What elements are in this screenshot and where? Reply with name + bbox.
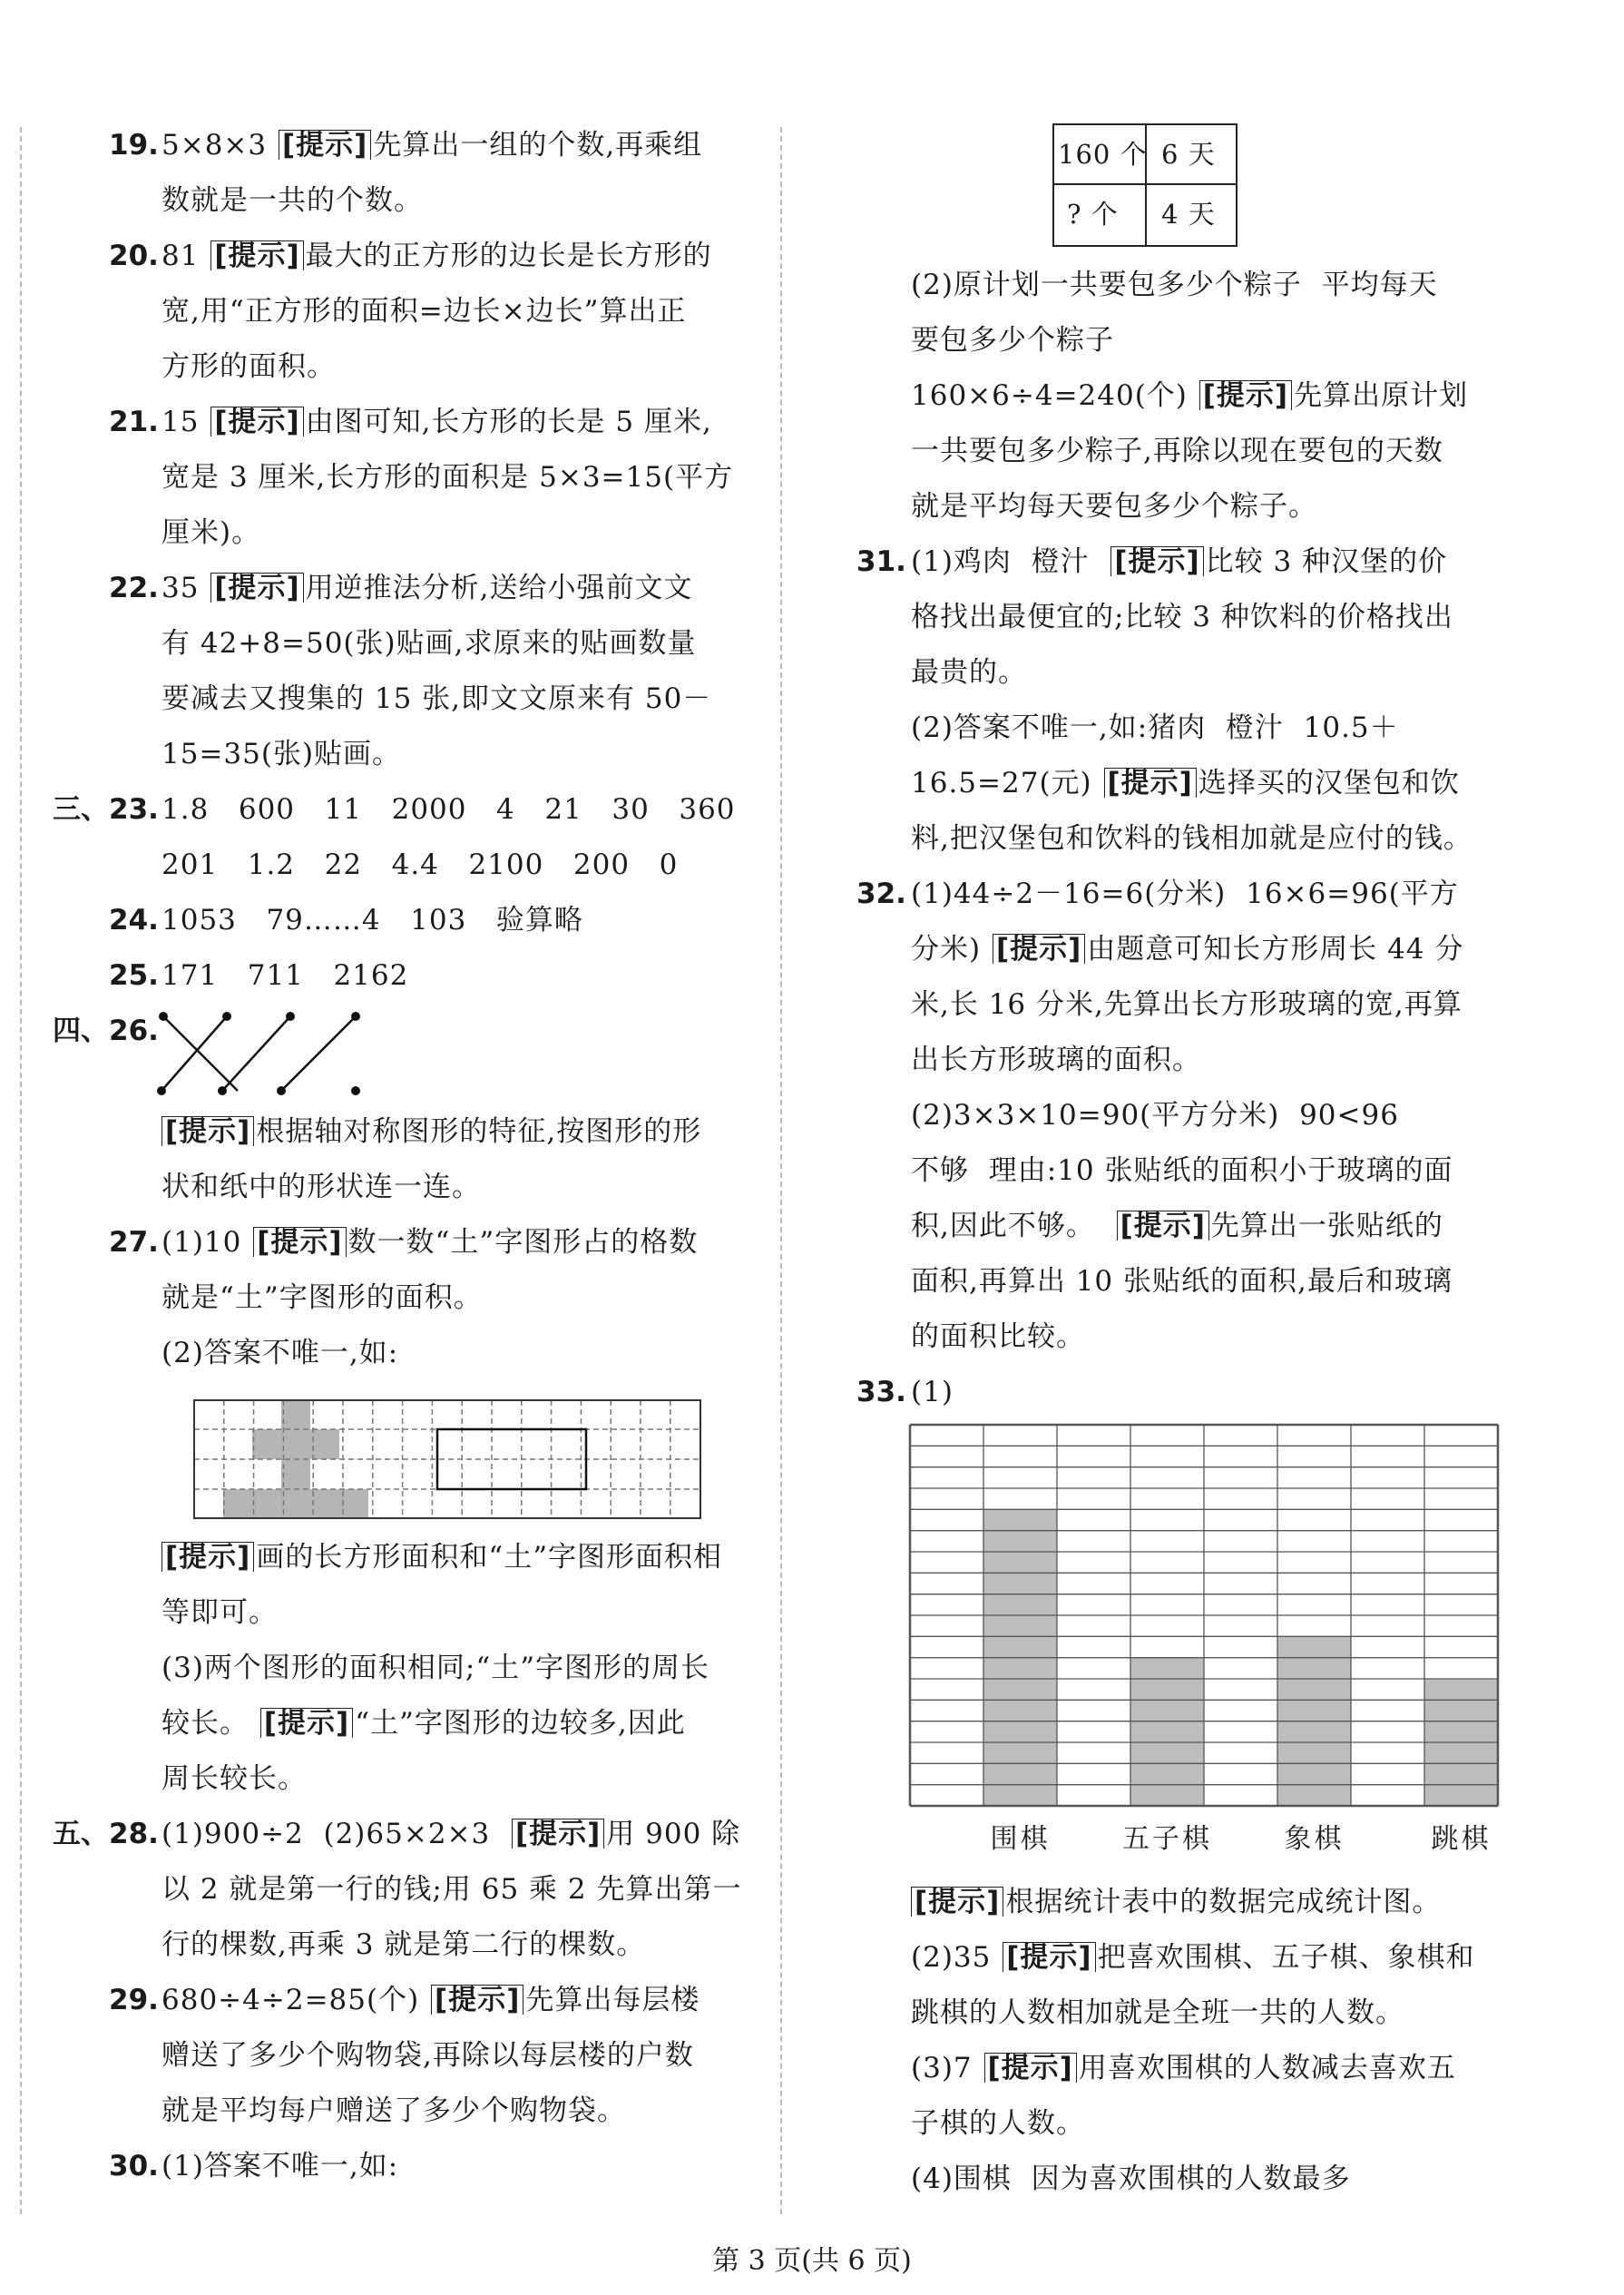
hint-tag: [提示]: [210, 573, 303, 603]
answer-line: (3)两个图形的面积相同;“土”字图形的周长: [161, 1652, 710, 1684]
answer-line: (2)原计划一共要包多少个粽子 平均每天: [911, 269, 1438, 301]
answer-line: 宽是 3 厘米,长方形的面积是 5×3=15(平方: [161, 461, 734, 494]
answer-line: 5×8×3 [提示] 先算出一组的个数,再乘组: [161, 129, 703, 162]
answer-line: 680÷4÷2=85(个) [提示] 先算出每层楼: [161, 1984, 700, 2016]
answer-line: 积,因此不够。 [提示] 先算出一张贴纸的: [911, 1210, 1443, 1242]
question-number: 21.: [109, 406, 159, 438]
table-cell: 160 个: [1058, 139, 1148, 170]
answer-line: 分米) [提示] 由题意可知长方形周长 44 分: [911, 933, 1464, 966]
answer-line: 有 42+8=50(张)贴画,求原来的贴画数量: [161, 627, 697, 660]
table-cell: 4 天: [1161, 199, 1216, 230]
answer-line: (1)10 [提示] 数一数“土”字图形占的格数: [161, 1226, 699, 1259]
question-number: 五、28.: [53, 1818, 159, 1850]
table-cell: 6 天: [1161, 139, 1216, 170]
hint-tag: [提示]: [1003, 1942, 1095, 1972]
answer-line: 格找出最便宜的;比较 3 种饮料的价格找出: [911, 601, 1453, 633]
hint-tag: [提示]: [1199, 380, 1292, 410]
question-number: 25.: [109, 959, 159, 992]
answer-line: 要包多少个粽子: [911, 324, 1114, 357]
hint-tag: [提示]: [161, 1116, 254, 1146]
answer-line: 要减去又搜集的 15 张,即文文原来有 50－: [161, 682, 712, 715]
hint-tag: [提示]: [911, 1887, 1003, 1917]
question-number: 20.: [109, 240, 159, 272]
hint-tag: [提示]: [512, 1819, 604, 1849]
matching-lines-figure: [154, 1007, 372, 1103]
answer-line: (2)答案不唯一,如:: [161, 1337, 399, 1369]
answer-line: 料,把汉堡包和饮料的钱相加就是应付的钱。: [911, 822, 1472, 855]
answer-line: (1)鸡肉 橙汁 [提示] 比较 3 种汉堡的价: [911, 545, 1448, 578]
table-cell: ? 个: [1067, 199, 1119, 230]
question-number: 32.: [856, 878, 906, 910]
x-tick-label: 象棋: [1284, 1823, 1345, 1855]
answer-line: (1)答案不唯一,如:: [161, 2150, 399, 2182]
answer-line: 较长。 [提示] “土”字图形的边较多,因此: [161, 1707, 686, 1740]
hint-tag: [提示]: [1117, 1211, 1209, 1241]
answer-line: 数就是一共的个数。: [161, 184, 423, 217]
answer-line: [提示] 根据统计表中的数据完成统计图。: [911, 1884, 1441, 1920]
answer-line: 1.8 600 11 2000 4 21 30 360: [161, 793, 736, 826]
question-number: 33.: [856, 1376, 906, 1408]
answer-line: 赠送了多少个购物袋,再除以每层楼的户数: [161, 2039, 694, 2072]
x-tick-label: 五子棋: [1122, 1823, 1212, 1855]
answer-line: (1)44÷2－16=6(分米) 16×6=96(平方: [911, 878, 1459, 910]
answer-line: 面积,再算出 10 张贴纸的面积,最后和玻璃: [911, 1265, 1453, 1298]
answer-line: 子棋的人数。: [911, 2107, 1085, 2140]
answer-line: 最贵的。: [911, 656, 1027, 689]
answer-line: 米,长 16 分米,先算出长方形玻璃的宽,再算: [911, 988, 1463, 1021]
answer-line: 周长较长。: [161, 1762, 307, 1795]
answer-line: 就是平均每户赠送了多少个购物袋。: [161, 2094, 626, 2127]
hint-tag: [提示]: [1104, 768, 1197, 798]
column-divider-center: [780, 127, 782, 2214]
answer-line: 160×6÷4=240(个) [提示] 先算出原计划: [911, 379, 1469, 412]
answer-line: (2)35 [提示] 把喜欢围棋、五子棋、象棋和: [911, 1941, 1475, 1974]
question-number: 30.: [109, 2150, 159, 2182]
answer-line: 不够 理由:10 张贴纸的面积小于玻璃的面: [911, 1154, 1453, 1187]
question-number: 三、23.: [53, 793, 159, 826]
bar-五子棋: [1130, 1658, 1204, 1806]
question-number: 22.: [109, 572, 159, 604]
hint-tag: [提示]: [279, 130, 371, 160]
hint-tag: [提示]: [260, 1708, 353, 1738]
answer-line: (1)900÷2 (2)65×2×3 [提示] 用 900 除: [161, 1818, 741, 1850]
answer-line: 16.5=27(元) [提示] 选择买的汉堡包和饮: [911, 767, 1460, 799]
question-number: 27.: [109, 1226, 159, 1259]
answer-line: 就是“土”字图形的面积。: [161, 1281, 483, 1314]
answer-line: 出长方形玻璃的面积。: [911, 1044, 1201, 1076]
answer-line: 15 [提示] 由图可知,长方形的长是 5 厘米,: [161, 406, 712, 438]
answer-line: (3)7 [提示] 用喜欢围棋的人数减去喜欢五: [911, 2052, 1456, 2084]
column-divider-left: [20, 127, 22, 2214]
answer-line: 171 711 2162: [161, 959, 409, 992]
answer-line: 以 2 就是第一行的钱;用 65 乘 2 先算出第一: [161, 1873, 742, 1906]
x-tick-label: 围棋: [990, 1823, 1051, 1855]
answer-line: (2)答案不唯一,如:猪肉 橙汁 10.5＋: [911, 711, 1399, 744]
question-number: 24.: [109, 904, 159, 937]
answer-line: 一共要包多少粽子,再除以现在要包的天数: [911, 435, 1443, 467]
answer-line: [提示] 画的长方形面积和“土”字图形面积相: [161, 1539, 722, 1575]
question-number: 29.: [109, 1984, 159, 2016]
answer-line: (4)围棋 因为喜欢围棋的人数最多: [911, 2163, 1351, 2195]
answer-line: 宽,用“正方形的面积=边长×边长”算出正: [161, 295, 687, 328]
bar-chart: [910, 1425, 1509, 1860]
question-number: 31.: [856, 545, 906, 578]
answer-line: (2)3×3×10=90(平方分米) 90<96: [911, 1099, 1399, 1132]
x-tick-label: 跳棋: [1431, 1823, 1492, 1855]
page-footer: 第 3 页(共 6 页): [712, 2245, 912, 2277]
hint-tag: [提示]: [253, 1227, 346, 1257]
hint-tag: [提示]: [161, 1542, 254, 1572]
answer-line: 跳棋的人数相加就是全班一共的人数。: [911, 1996, 1404, 2029]
answer-line: 行的棵数,再乘 3 就是第二行的棵数。: [161, 1928, 646, 1961]
hint-tag: [提示]: [984, 2053, 1077, 2083]
answer-line: 201 1.2 22 4.4 2100 200 0: [161, 848, 679, 881]
hint-tag: [提示]: [210, 407, 303, 436]
answer-line: 的面积比较。: [911, 1320, 1085, 1353]
question-number: 四、26.: [53, 1015, 159, 1047]
hint-tag: [提示]: [1110, 546, 1203, 576]
answer-line: 就是平均每天要包多少个粽子。: [911, 490, 1317, 523]
hint-tag: [提示]: [210, 240, 303, 270]
answer-line: 81 [提示] 最大的正方形的边长是长方形的: [161, 240, 712, 272]
answer-line: 方形的面积。: [161, 350, 336, 383]
answer-line: 15=35(张)贴画。: [161, 738, 402, 770]
hint-tag: [提示]: [993, 934, 1085, 964]
answer-line: [提示] 根据轴对称图形的特征,按图形的形: [161, 1113, 701, 1150]
answer-line: 厘米)。: [161, 516, 261, 549]
answer-line: 状和纸中的形状连一连。: [161, 1171, 481, 1203]
question-number: 19.: [109, 129, 159, 162]
answer-table: [1052, 123, 1238, 247]
answer-line: 等即可。: [161, 1596, 278, 1629]
hint-tag: [提示]: [431, 1985, 523, 2015]
answer-line: 35 [提示] 用逆推法分析,送给小强前文文: [161, 572, 693, 604]
area-grid-figure: [192, 1396, 702, 1519]
answer-line: 1053 79……4 103 验算略: [161, 904, 583, 937]
answer-line: (1): [911, 1376, 954, 1408]
